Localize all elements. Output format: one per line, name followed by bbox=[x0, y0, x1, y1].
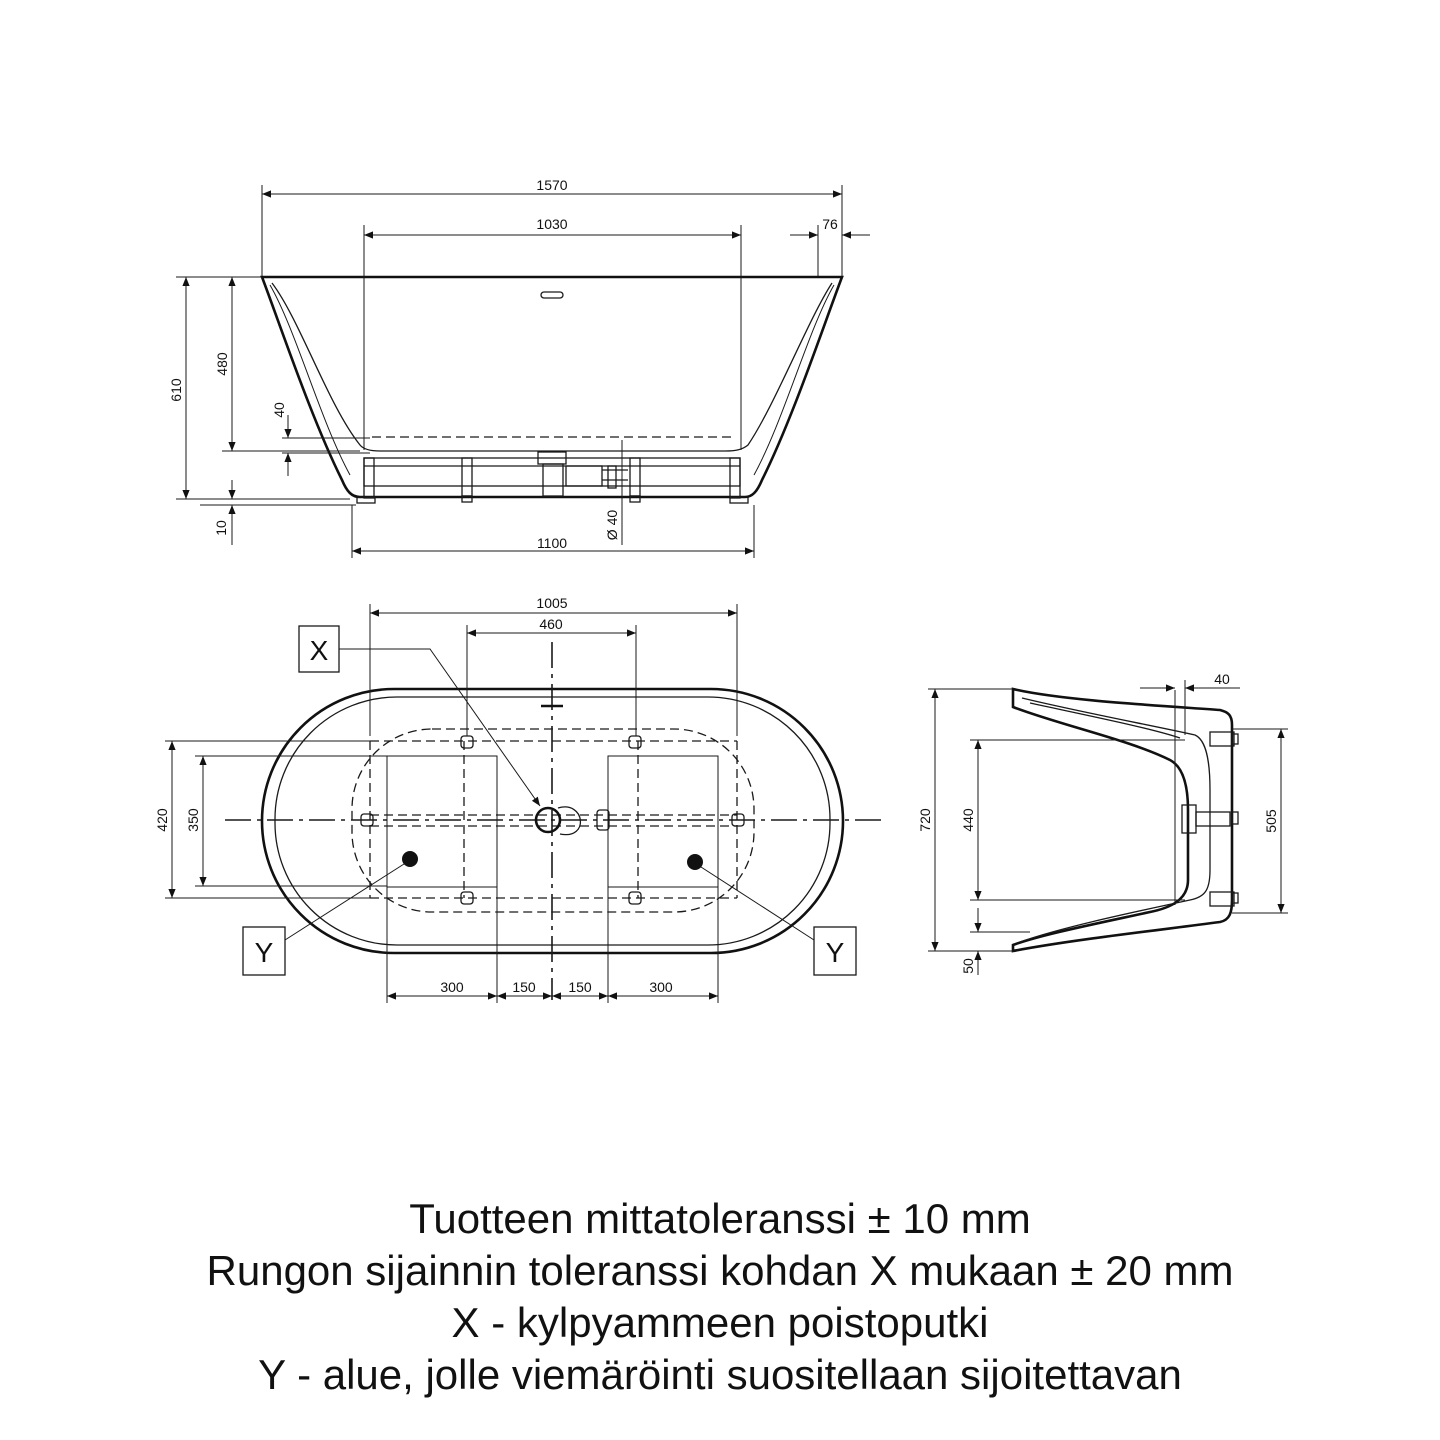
top-view bbox=[154, 595, 885, 1003]
dim-10: 10 bbox=[213, 520, 229, 536]
note-line-4: Y - alue, jolle viemäröinti suositellaan sijoitettavan bbox=[258, 1351, 1182, 1398]
note-line-2: Rungon sijainnin toleranssi kohdan X mukaan ± 20 mm bbox=[206, 1247, 1234, 1294]
dim-inner-length: 1030 bbox=[536, 216, 568, 232]
dim-505: 505 bbox=[1263, 809, 1279, 833]
dim-300-right: 300 bbox=[649, 979, 673, 995]
dim-rim: 76 bbox=[822, 216, 838, 232]
overflow-icon bbox=[541, 292, 563, 298]
dim-150-left: 150 bbox=[512, 979, 536, 995]
front-view bbox=[168, 177, 870, 558]
note-line-3: X - kylpyammeen poistoputki bbox=[451, 1299, 989, 1346]
label-y-right: Y bbox=[825, 937, 845, 968]
dim-50: 50 bbox=[960, 958, 976, 974]
label-y-left: Y bbox=[254, 937, 274, 968]
y-point-left bbox=[402, 851, 418, 867]
y-point-right bbox=[687, 854, 703, 870]
dim-720: 720 bbox=[917, 808, 933, 832]
dim-350: 350 bbox=[185, 808, 201, 832]
tub-inner-shell bbox=[272, 283, 832, 451]
dim-total-length: 1570 bbox=[536, 177, 568, 193]
dim-440: 440 bbox=[960, 808, 976, 832]
dim-1005: 1005 bbox=[536, 595, 568, 611]
dim-height-total: 610 bbox=[168, 378, 184, 402]
tub-wall-line bbox=[270, 285, 834, 475]
dim-420: 420 bbox=[154, 808, 170, 832]
dim-300-left: 300 bbox=[440, 979, 464, 995]
tub-side-shell bbox=[1013, 689, 1232, 951]
dim-460: 460 bbox=[539, 616, 563, 632]
note-line-1: Tuotteen mittatoleranssi ± 10 mm bbox=[409, 1195, 1031, 1242]
tolerance-notes bbox=[0, 1193, 1440, 1401]
dim-drain: Ø 40 bbox=[604, 509, 620, 541]
label-x: X bbox=[309, 635, 329, 666]
dim-40-side: 40 bbox=[1214, 671, 1230, 687]
side-view bbox=[917, 671, 1288, 975]
drain-area-left bbox=[387, 756, 497, 887]
dim-base: 1100 bbox=[536, 535, 568, 551]
dim-inner-depth: 480 bbox=[214, 352, 230, 376]
dim-40-front: 40 bbox=[271, 402, 287, 418]
dim-150-right: 150 bbox=[568, 979, 592, 995]
support-frame bbox=[357, 452, 748, 503]
